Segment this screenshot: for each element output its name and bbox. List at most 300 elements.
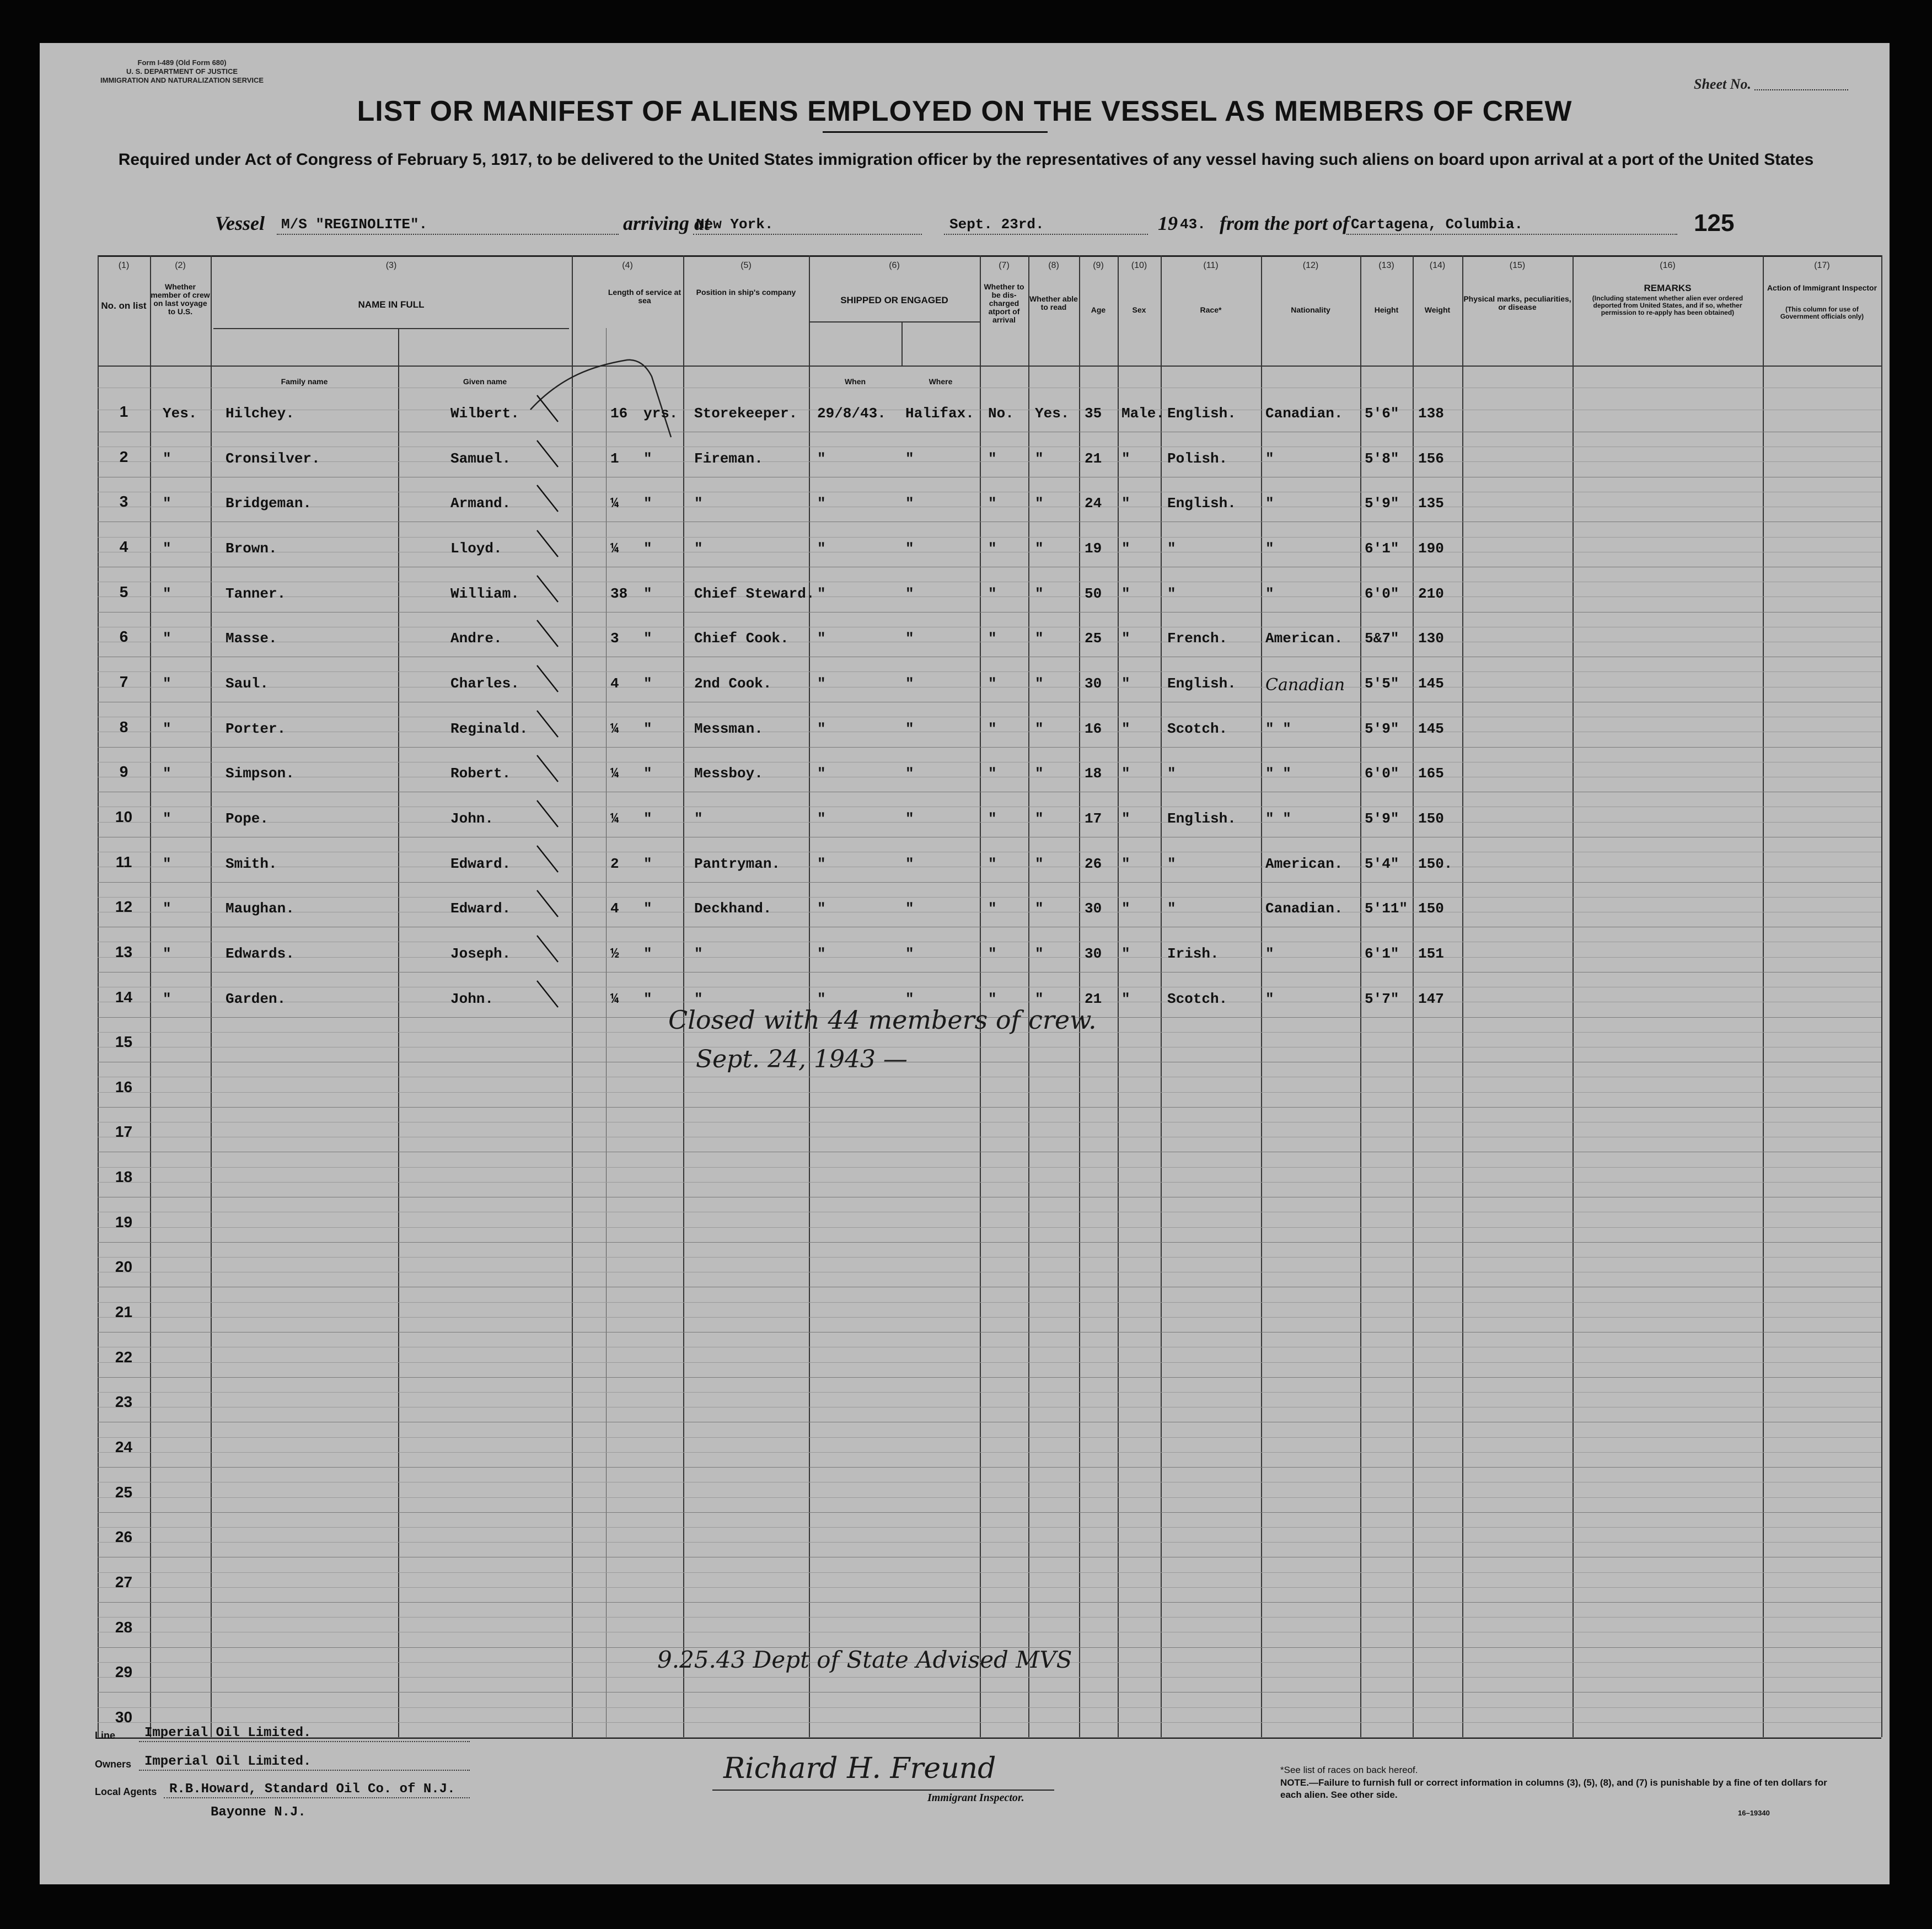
row-rule: [98, 1227, 1881, 1228]
family-name-cell: Cronsilver.: [226, 450, 320, 467]
shipped-when-cell: ": [817, 945, 826, 962]
service-unit-cell: ": [643, 675, 652, 692]
discharged-cell: ": [988, 540, 997, 557]
when-where-rule: [901, 321, 903, 366]
arriving-field-line: [693, 234, 922, 235]
position-cell: ": [694, 810, 703, 827]
arriving-at: New York.: [696, 216, 774, 233]
form-number: Form I-489 (Old Form 680): [137, 58, 227, 67]
weight-cell: 130: [1418, 630, 1444, 647]
row-number: 14: [115, 988, 133, 1006]
check-mark-icon: [536, 393, 575, 426]
row-number: 5: [119, 583, 128, 600]
weight-cell: 145: [1418, 675, 1444, 692]
service-unit-cell: ": [643, 990, 652, 1007]
given-name-cell: Samuel.: [450, 450, 511, 467]
row-rule: [98, 1257, 1881, 1258]
column-rule: [1360, 255, 1361, 1737]
last-voyage-cell: ": [163, 675, 171, 692]
header-remarks-note: (Including statement whether alien ever ordered deported from United States, and if so, whether permission to re-apply has been obtained): [1592, 294, 1743, 316]
column-rule: [1028, 255, 1029, 1737]
column-number: (14): [1429, 261, 1446, 270]
able-read-cell: Yes.: [1035, 405, 1070, 422]
vessel-name: M/S "REGINOLITE".: [281, 216, 428, 233]
height-cell: 5'9": [1365, 495, 1399, 512]
nationality-cell: " ": [1265, 810, 1291, 827]
race-cell: Scotch.: [1167, 990, 1228, 1007]
family-name-cell: Bridgeman.: [226, 495, 312, 512]
column-rule: [606, 328, 607, 1737]
header-race: Race*: [1200, 305, 1222, 314]
given-name-cell: Joseph.: [450, 945, 511, 962]
shipped-when-cell: ": [817, 900, 826, 917]
check-mark-icon: [536, 663, 575, 696]
row-number: 7: [119, 673, 128, 690]
header-action-note: (This column for use of Government officials only): [1780, 305, 1864, 320]
service-unit-cell: ": [643, 630, 652, 647]
owners-label: Owners: [95, 1759, 132, 1770]
header-able-read: Whether able to read: [1029, 294, 1078, 311]
service-length-cell: 3: [610, 630, 619, 647]
column-rule: [1161, 255, 1162, 1737]
shipped-when-cell: ": [817, 810, 826, 827]
age-cell: 50: [1085, 585, 1102, 602]
family-name-cell: Saul.: [226, 675, 269, 692]
race-cell: ": [1167, 765, 1176, 782]
sex-cell: ": [1121, 765, 1130, 782]
height-cell: 5'8": [1365, 450, 1399, 467]
shipped-where-cell: ": [905, 765, 914, 782]
race-cell: ": [1167, 855, 1176, 872]
height-cell: 5'7": [1365, 990, 1399, 1007]
state-dept-note: 9.25.43 Dept of State Advised MVS: [657, 1646, 1072, 1673]
weight-cell: 138: [1418, 405, 1444, 422]
sex-cell: Male.: [1121, 405, 1165, 422]
position-cell: Fireman.: [694, 450, 763, 467]
age-cell: 21: [1085, 450, 1102, 467]
closed-date: Sept. 24, 1943 —: [696, 1045, 908, 1073]
height-cell: 5'6": [1365, 405, 1399, 422]
header-weight: Weight: [1424, 305, 1451, 314]
table-side-border: [1881, 255, 1882, 1737]
nationality-cell: Canadian: [1265, 675, 1345, 695]
able-read-cell: ": [1035, 945, 1044, 962]
sex-cell: ": [1121, 855, 1130, 872]
age-cell: 35: [1085, 405, 1102, 422]
check-mark-icon: [536, 528, 575, 561]
discharged-cell: ": [988, 675, 997, 692]
age-cell: 30: [1085, 675, 1102, 692]
row-number: 19: [115, 1213, 133, 1231]
row-rule: [98, 1302, 1881, 1303]
sex-cell: ": [1121, 990, 1130, 1007]
service-unit-cell: ": [643, 945, 652, 962]
header-position: Position in ship's company: [696, 288, 796, 297]
arrival-year: 43.: [1180, 216, 1206, 233]
height-cell: 5'11": [1365, 900, 1408, 917]
race-cell: English.: [1167, 405, 1236, 422]
column-number: (3): [385, 261, 397, 270]
family-name-cell: Simpson.: [226, 765, 294, 782]
position-cell: Chief Steward.: [694, 585, 815, 602]
line-label: Line: [95, 1730, 116, 1741]
row-rule: [98, 1392, 1881, 1393]
table-top-border: [98, 255, 1881, 257]
position-cell: ": [694, 990, 703, 1007]
service-length-cell: ¼: [610, 495, 619, 512]
weight-cell: 165: [1418, 765, 1444, 782]
weight-cell: 150: [1418, 900, 1444, 917]
row-rule: [98, 1677, 1881, 1678]
given-name-cell: Wilbert.: [450, 405, 519, 422]
row-rule: [98, 1707, 1881, 1708]
able-read-cell: ": [1035, 540, 1044, 557]
check-mark-icon: [536, 798, 575, 831]
header-family-name: Family name: [281, 377, 328, 386]
row-rule: [98, 882, 1881, 883]
position-cell: Deckhand.: [694, 900, 772, 917]
column-rule: [150, 255, 151, 1737]
shipped-where-cell: ": [905, 855, 914, 872]
sex-cell: ": [1121, 585, 1130, 602]
form-identifier: [100, 58, 264, 85]
shipped-where-cell: ": [905, 945, 914, 962]
sheet-number-field[interactable]: [1754, 89, 1848, 90]
able-read-cell: ": [1035, 450, 1044, 467]
row-rule: [98, 1497, 1881, 1498]
discharged-cell: ": [988, 765, 997, 782]
nationality-cell: American.: [1265, 855, 1343, 872]
sex-cell: ": [1121, 945, 1130, 962]
column-number: (13): [1378, 261, 1394, 270]
header-member-last-voyage: Whether member of crew on last voyage to U.S.: [151, 282, 210, 316]
service-unit-cell: ": [643, 765, 652, 782]
service-name: IMMIGRATION AND NATURALIZATION SERVICE: [100, 76, 264, 84]
agents-value-2: Bayonne N.J.: [211, 1805, 306, 1820]
column-number: (6): [889, 261, 900, 270]
row-rule: [98, 671, 1881, 672]
discharged-cell: ": [988, 450, 997, 467]
service-length-cell: 1: [610, 450, 619, 467]
header-nationality: Nationality: [1291, 305, 1330, 314]
check-mark-icon: [536, 618, 575, 651]
nationality-cell: ": [1265, 945, 1274, 962]
given-name-cell: Reginald.: [450, 720, 528, 737]
last-voyage-cell: ": [163, 990, 171, 1007]
height-cell: 6'1": [1365, 945, 1399, 962]
position-cell: Messman.: [694, 720, 763, 737]
races-note: *See list of races on back hereof.: [1280, 1765, 1418, 1775]
weight-cell: 147: [1418, 990, 1444, 1007]
row-rule: [98, 1587, 1881, 1588]
able-read-cell: ": [1035, 855, 1044, 872]
header-age: Age: [1091, 305, 1106, 314]
service-length-cell: 38: [610, 585, 628, 602]
able-read-cell: ": [1035, 810, 1044, 827]
nationality-cell: " ": [1265, 720, 1291, 737]
age-cell: 25: [1085, 630, 1102, 647]
header-no-on-list: No. on list: [101, 300, 147, 311]
header-sex: Sex: [1132, 305, 1146, 314]
row-number: 8: [119, 718, 128, 735]
service-length-cell: 16: [610, 405, 628, 422]
shipped-when-cell: ": [817, 540, 826, 557]
column-rule: [1462, 255, 1463, 1737]
discharged-cell: ": [988, 855, 997, 872]
race-cell: Polish.: [1167, 450, 1228, 467]
last-voyage-cell: ": [163, 900, 171, 917]
arrival-date: Sept. 23rd.: [949, 216, 1044, 233]
discharged-cell: ": [988, 720, 997, 737]
row-number: 23: [115, 1393, 133, 1411]
column-number: (10): [1131, 261, 1147, 270]
shipped-when-cell: ": [817, 990, 826, 1007]
row-number: 13: [115, 943, 133, 960]
from-port: Cartagena, Columbia.: [1351, 216, 1523, 233]
discharged-cell: ": [988, 900, 997, 917]
column-rule: [809, 255, 810, 1737]
age-cell: 30: [1085, 945, 1102, 962]
race-cell: ": [1167, 585, 1176, 602]
last-voyage-cell: ": [163, 720, 171, 737]
given-name-cell: John.: [450, 990, 494, 1007]
line-field-line: [139, 1741, 470, 1742]
able-read-cell: ": [1035, 765, 1044, 782]
row-number: 1: [119, 403, 128, 420]
document-title: LIST OR MANIFEST OF ALIENS EMPLOYED ON THE VESSEL AS MEMBERS OF CREW: [357, 95, 1573, 127]
given-name-cell: Lloyd.: [450, 540, 502, 557]
position-cell: ": [694, 945, 703, 962]
given-name-cell: Armand.: [450, 495, 511, 512]
row-rule: [98, 1362, 1881, 1363]
row-rule: [98, 1617, 1881, 1618]
row-number: 2: [119, 448, 128, 465]
race-cell: ": [1167, 900, 1176, 917]
header-bottom-border: [98, 366, 1881, 367]
able-read-cell: ": [1035, 990, 1044, 1007]
column-rule: [683, 255, 684, 1737]
service-unit-cell: ": [643, 900, 652, 917]
shipped-subheader-rule: [809, 321, 980, 323]
row-number: 18: [115, 1168, 133, 1186]
service-length-cell: ¼: [610, 720, 619, 737]
shipped-where-cell: ": [905, 900, 914, 917]
height-cell: 5'9": [1365, 720, 1399, 737]
discharged-cell: ": [988, 945, 997, 962]
nationality-cell: American.: [1265, 630, 1343, 647]
row-number: 12: [115, 898, 133, 916]
department: U. S. DEPARTMENT OF JUSTICE: [126, 67, 238, 76]
race-cell: ": [1167, 540, 1176, 557]
sex-cell: ": [1121, 720, 1130, 737]
check-mark-icon: [536, 979, 575, 1012]
discharged-cell: ": [988, 810, 997, 827]
header-discharged: Whether to be dis-charged atport of arrival: [984, 282, 1024, 324]
shipped-where-cell: ": [905, 495, 914, 512]
service-length-cell: ½: [610, 945, 619, 962]
shipped-when-cell: ": [817, 585, 826, 602]
shipped-where-cell: ": [905, 720, 914, 737]
sex-cell: ": [1121, 495, 1130, 512]
last-voyage-cell: ": [163, 450, 171, 467]
last-voyage-cell: ": [163, 630, 171, 647]
agents-label: Local Agents: [95, 1786, 157, 1797]
able-read-cell: ": [1035, 630, 1044, 647]
column-rule: [1413, 255, 1414, 1737]
last-voyage-cell: ": [163, 585, 171, 602]
height-cell: 5'5": [1365, 675, 1399, 692]
service-unit-cell: ": [643, 540, 652, 557]
shipped-where-cell: ": [905, 450, 914, 467]
service-length-cell: ¼: [610, 765, 619, 782]
position-cell: ": [694, 540, 703, 557]
service-unit-cell: ": [643, 855, 652, 872]
row-number: 28: [115, 1618, 133, 1636]
row-rule: [98, 1542, 1881, 1543]
service-unit-cell: ": [643, 720, 652, 737]
row-number: 17: [115, 1123, 133, 1141]
row-number: 3: [119, 493, 128, 511]
header-physical-marks: Physical marks, peculiarities, or disease: [1463, 294, 1571, 311]
column-number: (12): [1302, 261, 1319, 270]
service-unit-cell: ": [643, 810, 652, 827]
column-number: (7): [999, 261, 1010, 270]
row-number: 4: [119, 538, 128, 555]
shipped-when-cell: ": [817, 450, 826, 467]
weight-cell: 135: [1418, 495, 1444, 512]
row-rule: [98, 1317, 1881, 1318]
service-unit-cell: yrs.: [643, 405, 678, 422]
nationality-cell: ": [1265, 540, 1274, 557]
row-rule: [98, 1737, 1881, 1738]
service-length-cell: 2: [610, 855, 619, 872]
shipped-where-cell: ": [905, 810, 914, 827]
row-rule: [98, 1092, 1881, 1093]
nationality-cell: Canadian.: [1265, 405, 1343, 422]
header-shipped-engaged: SHIPPED OR ENGAGED: [840, 295, 948, 305]
header-given-name: Given name: [463, 377, 507, 386]
vessel-label: Vessel: [215, 212, 265, 234]
column-rule: [1118, 255, 1119, 1737]
able-read-cell: ": [1035, 900, 1044, 917]
able-read-cell: ": [1035, 585, 1044, 602]
service-unit-cell: ": [643, 450, 652, 467]
age-cell: 30: [1085, 900, 1102, 917]
column-rule: [211, 255, 212, 1737]
shipped-when-cell: ": [817, 630, 826, 647]
row-number: 15: [115, 1033, 133, 1051]
header-name-in-full: NAME IN FULL: [358, 299, 425, 310]
last-voyage-cell: ": [163, 855, 171, 872]
header-action-inspector: Action of Immigrant Inspector: [1767, 283, 1877, 292]
family-name-cell: Porter.: [226, 720, 286, 737]
sex-cell: ": [1121, 900, 1130, 917]
nationality-cell: ": [1265, 495, 1274, 512]
row-number: 30: [115, 1708, 133, 1726]
column-rule: [1079, 255, 1080, 1737]
year-prefix: 19: [1158, 212, 1178, 234]
shipped-when-cell: ": [817, 675, 826, 692]
row-rule: [98, 1602, 1881, 1603]
row-number: 16: [115, 1078, 133, 1095]
check-mark-icon: [536, 573, 575, 606]
check-mark-icon: [536, 843, 575, 877]
check-mark-icon: [536, 483, 575, 516]
discharged-cell: ": [988, 630, 997, 647]
check-mark-icon: [536, 888, 575, 921]
family-name-cell: Brown.: [226, 540, 277, 557]
weight-cell: 150: [1418, 810, 1444, 827]
given-name-cell: Edward.: [450, 900, 511, 917]
row-rule: [98, 897, 1881, 898]
shipped-where-cell: Halifax.: [905, 405, 974, 422]
row-number: 26: [115, 1528, 133, 1546]
sex-cell: ": [1121, 810, 1130, 827]
from-port-label: from the port of: [1220, 212, 1350, 234]
check-mark-icon: [536, 753, 575, 786]
service-length-cell: ¼: [610, 990, 619, 1007]
shipped-where-cell: ": [905, 540, 914, 557]
header-length-service: Length of service at sea: [608, 288, 681, 305]
name-subheader-rule: [213, 328, 569, 329]
column-number: (11): [1203, 261, 1219, 270]
height-cell: 6'0": [1365, 585, 1399, 602]
service-length-cell: ¼: [610, 540, 619, 557]
row-rule: [98, 1107, 1881, 1108]
form-code: 16–19340: [1738, 1809, 1770, 1817]
last-voyage-cell: ": [163, 765, 171, 782]
column-number: (5): [740, 261, 752, 270]
column-rule: [398, 328, 399, 1737]
row-rule: [98, 1467, 1881, 1468]
sex-cell: ": [1121, 450, 1130, 467]
service-unit-cell: ": [643, 495, 652, 512]
position-cell: 2nd Cook.: [694, 675, 772, 692]
shipped-when-cell: 29/8/43.: [817, 405, 886, 422]
weight-cell: 145: [1418, 720, 1444, 737]
row-number: 24: [115, 1438, 133, 1456]
row-rule: [98, 1572, 1881, 1573]
discharged-cell: No.: [988, 405, 1014, 422]
weight-cell: 150.: [1418, 855, 1453, 872]
row-rule: [98, 1527, 1881, 1528]
family-name-cell: Pope.: [226, 810, 269, 827]
weight-cell: 151: [1418, 945, 1444, 962]
shipped-when-cell: ": [817, 720, 826, 737]
check-mark-icon: [536, 708, 575, 741]
height-cell: 5'9": [1365, 810, 1399, 827]
last-voyage-cell: ": [163, 495, 171, 512]
inspector-label: Immigrant Inspector.: [927, 1792, 1024, 1804]
sheet-number-label: Sheet No.: [1694, 76, 1751, 92]
closed-note: Closed with 44 members of crew.: [668, 1005, 1097, 1035]
column-rule: [1261, 255, 1262, 1737]
nationality-cell: ": [1265, 450, 1274, 467]
age-cell: 19: [1085, 540, 1102, 557]
weight-cell: 156: [1418, 450, 1444, 467]
check-mark-icon: [536, 438, 575, 471]
shipped-where-cell: ": [905, 990, 914, 1007]
nationality-cell: Canadian.: [1265, 900, 1343, 917]
row-rule: [98, 537, 1881, 538]
column-number: (9): [1093, 261, 1104, 270]
row-rule: [98, 1182, 1881, 1183]
height-cell: 5&7": [1365, 630, 1399, 647]
port-field-line: [1346, 234, 1677, 235]
column-number: (8): [1048, 261, 1059, 270]
row-number: 6: [119, 628, 128, 646]
column-number: (16): [1660, 261, 1676, 270]
